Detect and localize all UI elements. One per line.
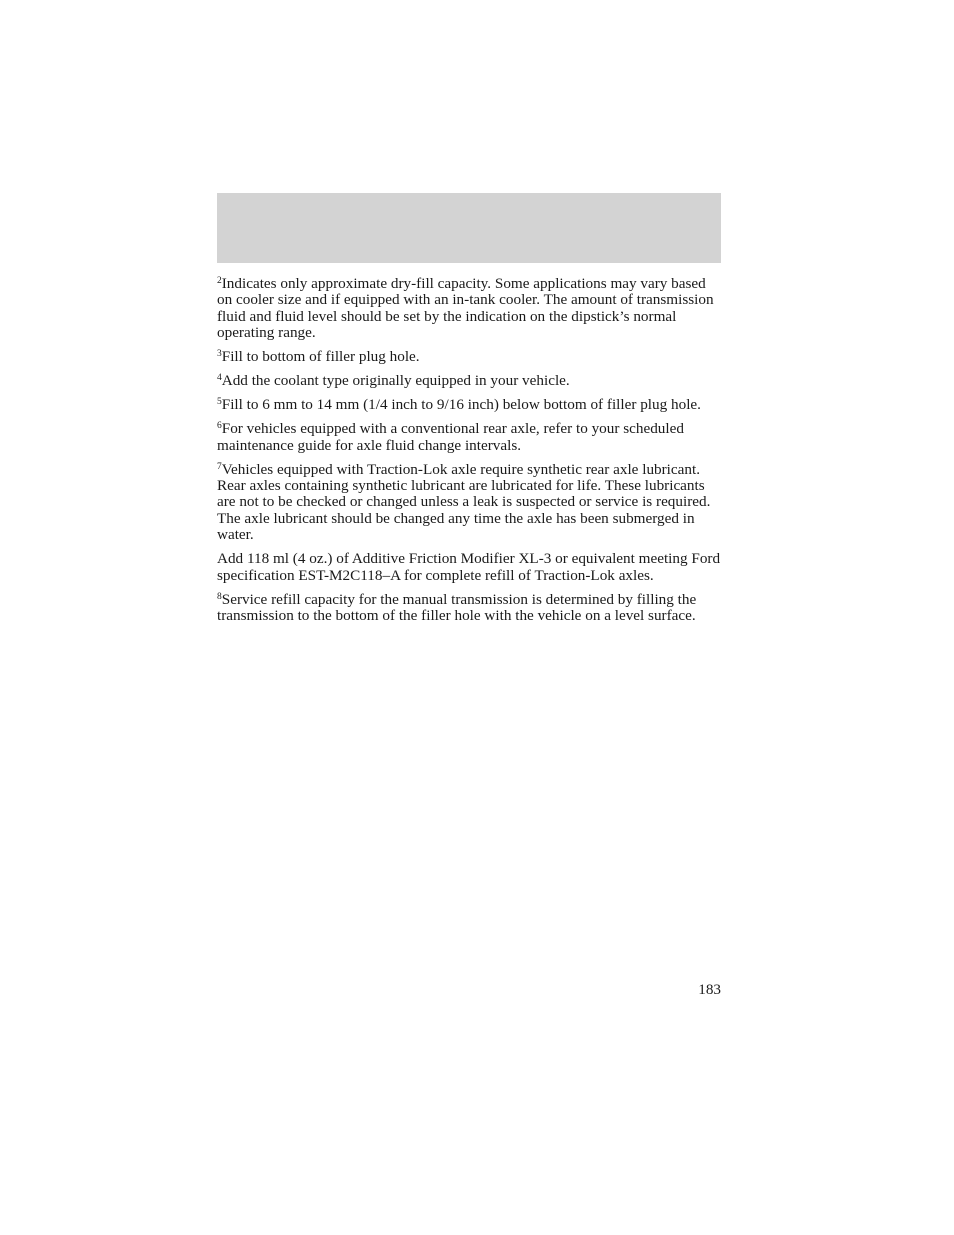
footnote-marker: 8 bbox=[217, 591, 222, 602]
footnotes-block bbox=[217, 276, 723, 632]
footnote-7-additive bbox=[217, 551, 723, 584]
footnote-8 bbox=[217, 592, 723, 625]
footnote-marker: 5 bbox=[217, 397, 222, 408]
footnote-marker: 7 bbox=[217, 461, 222, 472]
footnote-text: Add the coolant type originally equipped in your vehicle. bbox=[221, 372, 570, 390]
footnote-marker: 6 bbox=[217, 421, 222, 432]
footnote-text: Service refill capacity for the manual transmission is determined by filling the transmission to the bottom of the filler hole with the vehicle on a level surface. bbox=[217, 590, 697, 625]
footnote-2 bbox=[217, 276, 723, 342]
footnote-text: Add 118 ml (4 oz.) of Additive Friction Modifier XL-3 or equivalent meeting Ford specification EST-M2C118–A for complete refill of Traction-Lok axles. bbox=[217, 550, 721, 584]
footnote-marker: 2 bbox=[217, 276, 222, 286]
footnote-text: Fill to 6 mm to 14 mm (1/4 inch to 9/16 inch) below bottom of filler plug hole. bbox=[221, 396, 701, 414]
footnote-text: Indicates only approximate dry-fill capacity. Some applications may vary based on cooler size and if equipped with an in-tank cooler. The amount of transmission fluid and fluid level should be set by the indication on the dipstick’s normal operating range. bbox=[217, 275, 714, 342]
footnote-text: Vehicles equipped with Traction-Lok axle require synthetic rear axle lubricant. Rear axles containing synthetic lubricant are lubricated for life. These lubricants are not to be checked or changed unless a leak is suspected or service is required. The axle lubricant should be changed any time the axle has been submerged in water. bbox=[217, 460, 711, 544]
footnote-text: Fill to bottom of filler plug hole. bbox=[221, 348, 420, 366]
footnote-text: For vehicles equipped with a conventional rear axle, refer to your scheduled maintenance guide for axle fluid change intervals. bbox=[217, 420, 684, 454]
footnote-5 bbox=[217, 397, 723, 413]
footnote-6 bbox=[217, 421, 723, 454]
footnote-3 bbox=[217, 349, 723, 365]
footnote-4 bbox=[217, 373, 723, 389]
footnote-marker: 3 bbox=[217, 349, 222, 360]
footnote-7 bbox=[217, 462, 723, 544]
footnote-marker: 4 bbox=[217, 373, 222, 384]
page-number: 183 bbox=[698, 981, 721, 998]
section-header-band bbox=[217, 193, 721, 263]
